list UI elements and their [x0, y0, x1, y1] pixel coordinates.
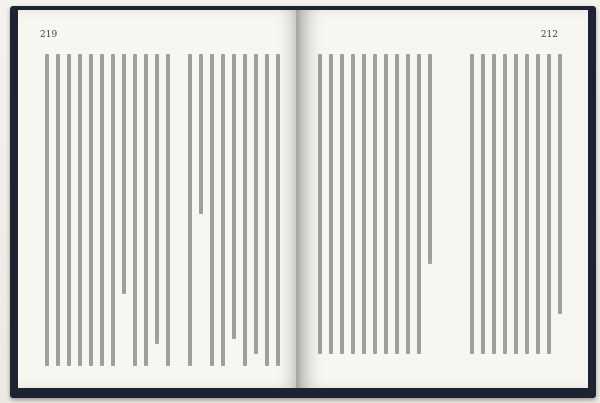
text-column [199, 54, 203, 214]
text-column [536, 54, 540, 354]
text-column [276, 54, 280, 366]
text-column [318, 54, 322, 354]
text-column [351, 54, 355, 354]
text-column [89, 54, 93, 366]
text-column [373, 54, 377, 354]
text-column [428, 54, 432, 264]
text-column [265, 54, 269, 366]
text-column [417, 54, 421, 354]
text-column [340, 54, 344, 354]
text-column [492, 54, 496, 354]
right-page-text [300, 10, 301, 11]
text-column [67, 54, 71, 366]
text-column [362, 54, 366, 354]
text-column [133, 54, 137, 366]
text-column [56, 54, 60, 366]
text-column [100, 54, 104, 366]
text-column [122, 54, 126, 294]
text-column [384, 54, 388, 354]
text-column [406, 54, 410, 354]
text-column [144, 54, 148, 366]
right-page [300, 10, 588, 388]
left-page-text [18, 10, 19, 11]
text-column [166, 54, 170, 366]
text-column [78, 54, 82, 366]
text-column [481, 54, 485, 354]
text-column [547, 54, 551, 354]
text-column [395, 54, 399, 354]
text-column [188, 54, 192, 366]
text-column [232, 54, 236, 339]
text-column [210, 54, 214, 366]
text-column [254, 54, 258, 354]
text-column [503, 54, 507, 354]
text-column [221, 54, 225, 366]
text-column [155, 54, 159, 344]
text-column [243, 54, 247, 366]
text-column [514, 54, 518, 354]
right-page-number: 212 [540, 30, 558, 40]
text-column [111, 54, 115, 366]
left-page-number: 219 [40, 30, 58, 40]
text-column [329, 54, 333, 354]
text-column [525, 54, 529, 354]
text-column [45, 54, 49, 366]
text-column [470, 54, 474, 354]
text-column [558, 54, 562, 314]
left-page [18, 10, 300, 388]
